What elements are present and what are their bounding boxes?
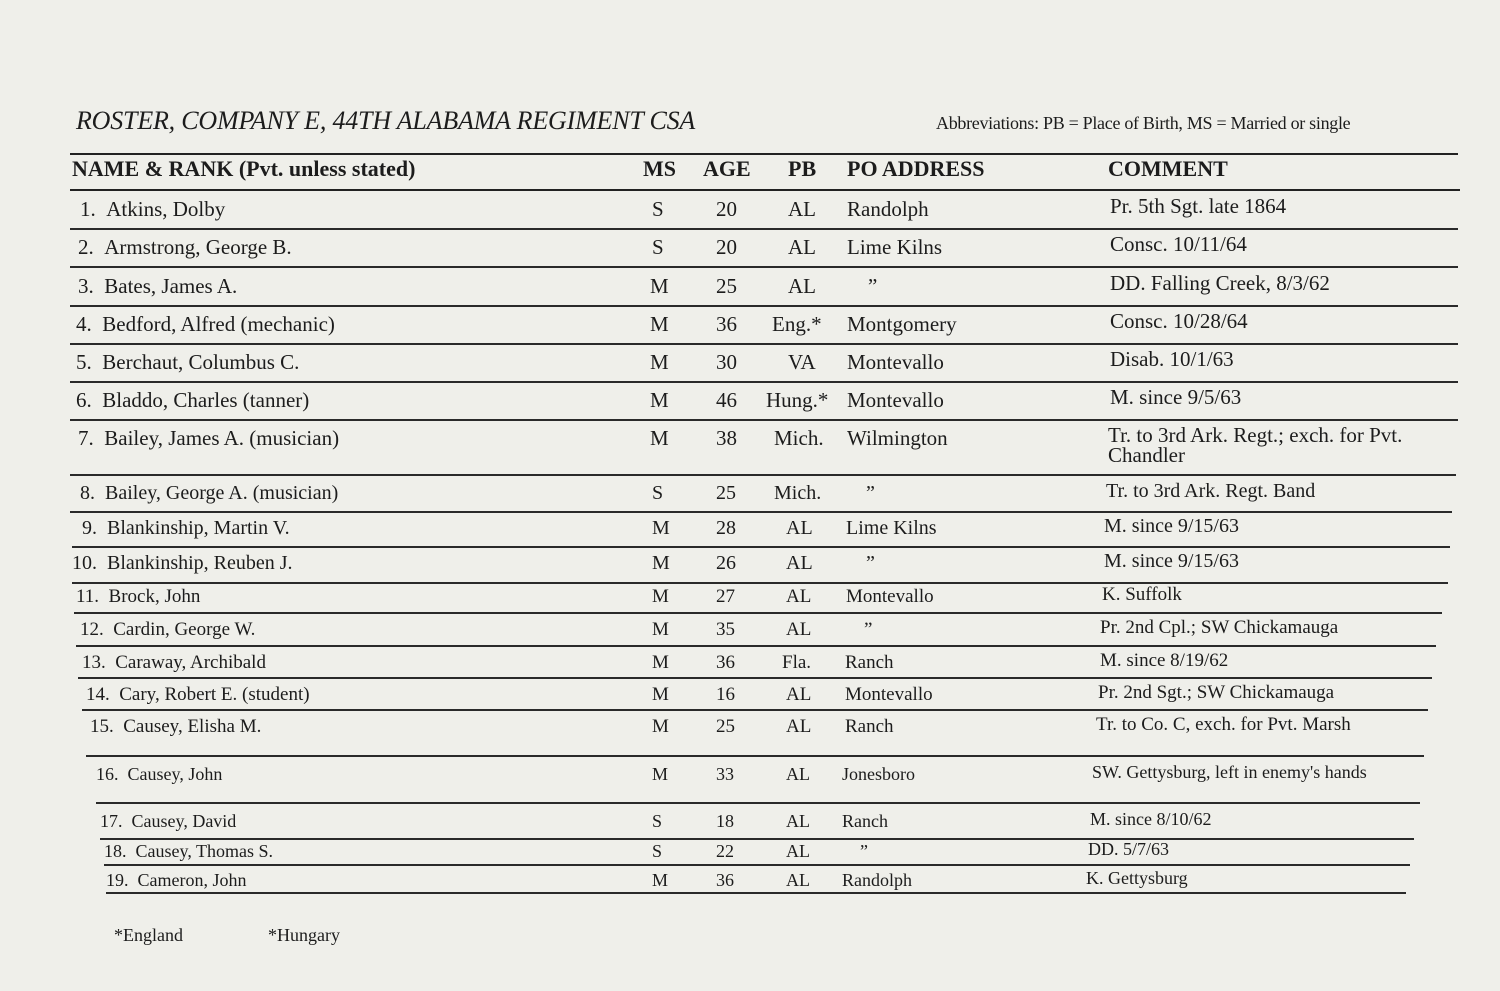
- row-rule: [70, 419, 1458, 421]
- cell-pb: AL: [786, 811, 810, 831]
- row-rule: [100, 838, 1414, 840]
- cell-comment: M. since 9/15/63: [1104, 515, 1239, 537]
- cell-ms: M: [652, 586, 669, 607]
- cell-ms: M: [652, 716, 669, 737]
- cell-pb: Hung.*: [766, 388, 829, 412]
- cell-age: 28: [716, 517, 736, 539]
- cell-po-address: Lime Kilns: [846, 517, 937, 539]
- cell-po-address: Jonesboro: [842, 764, 915, 784]
- abbreviations-note: Abbreviations: PB = Place of Birth, MS = Married or single: [936, 113, 1351, 133]
- cell-age: 36: [716, 312, 737, 336]
- row-rule: [70, 343, 1458, 345]
- row-rule: [70, 266, 1458, 268]
- cell-age: 25: [716, 274, 737, 298]
- cell-comment: Consc. 10/28/64: [1110, 309, 1248, 333]
- row-rule: [106, 892, 1406, 894]
- cell-ms: S: [652, 235, 664, 259]
- cell-name: 4. Bedford, Alfred (mechanic): [76, 312, 335, 336]
- cell-age: 35: [716, 619, 735, 640]
- cell-comment: Disab. 10/1/63: [1110, 347, 1234, 371]
- row-rule: [70, 381, 1458, 383]
- cell-po-address: Montevallo: [847, 350, 944, 374]
- cell-ms: S: [652, 841, 663, 861]
- cell-po-address: ”: [866, 482, 875, 504]
- cell-age: 33: [716, 764, 734, 784]
- row-rule: [74, 612, 1442, 614]
- cell-pb: AL: [786, 619, 812, 640]
- row-rule: [86, 755, 1424, 757]
- cell-ms: M: [652, 870, 669, 890]
- row-rule: [76, 645, 1436, 647]
- cell-age: 22: [716, 841, 734, 861]
- footnote-hungary: *Hungary: [268, 925, 340, 945]
- cell-name: 13. Caraway, Archibald: [82, 652, 266, 673]
- cell-age: 46: [716, 388, 737, 412]
- cell-ms: M: [650, 426, 669, 450]
- cell-comment: M. since 9/15/63: [1104, 550, 1239, 572]
- cell-ms: M: [652, 552, 670, 574]
- cell-ms: S: [652, 482, 664, 504]
- cell-pb: AL: [788, 197, 816, 221]
- row-rule: [72, 582, 1448, 584]
- cell-comment: M. since 8/19/62: [1100, 650, 1229, 671]
- cell-name: 6. Bladdo, Charles (tanner): [76, 388, 310, 412]
- cell-age: 30: [716, 350, 737, 374]
- cell-ms: M: [652, 652, 669, 673]
- cell-po-address: ”: [866, 552, 875, 574]
- cell-name: 17. Causey, David: [100, 811, 237, 831]
- cell-comment: M. since 9/5/63: [1110, 385, 1242, 409]
- row-rule: [70, 228, 1458, 230]
- cell-age: 26: [716, 552, 736, 574]
- cell-po-address: Montevallo: [845, 684, 933, 705]
- cell-age: 20: [716, 197, 737, 221]
- cell-pb: AL: [786, 552, 813, 574]
- row-rule: [72, 546, 1450, 548]
- cell-comment: Tr. to 3rd Ark. Regt.; exch. for Pvt. Chandler: [1108, 423, 1403, 467]
- row-rule: [70, 511, 1452, 513]
- cell-name: 1. Atkins, Dolby: [80, 197, 226, 221]
- cell-name: 12. Cardin, George W.: [80, 619, 256, 640]
- cell-po-address: Montevallo: [846, 586, 934, 607]
- cell-comment: Pr. 5th Sgt. late 1864: [1110, 194, 1287, 218]
- cell-pb: AL: [786, 870, 810, 890]
- row-rule: [70, 305, 1458, 307]
- cell-ms: M: [650, 350, 669, 374]
- cell-comment: M. since 8/10/62: [1090, 809, 1212, 829]
- cell-age: 18: [716, 811, 734, 831]
- row-rule: [104, 864, 1410, 866]
- cell-name: 9. Blankinship, Martin V.: [82, 517, 290, 539]
- cell-age: 16: [716, 684, 735, 705]
- cell-name: 15. Causey, Elisha M.: [90, 716, 262, 737]
- cell-comment: Pr. 2nd Sgt.; SW Chickamauga: [1098, 682, 1335, 703]
- cell-po-address: Randolph: [847, 197, 929, 221]
- row-rule: [82, 709, 1428, 711]
- cell-name: 5. Berchaut, Columbus C.: [76, 350, 300, 374]
- header-comment: COMMENT: [1108, 156, 1228, 181]
- cell-age: 36: [716, 870, 734, 890]
- footnote-england: *England: [114, 925, 183, 945]
- cell-pb: AL: [786, 586, 812, 607]
- cell-po-address: ”: [864, 619, 873, 640]
- cell-comment: Pr. 2nd Cpl.; SW Chickamauga: [1100, 617, 1339, 638]
- cell-ms: M: [650, 312, 669, 336]
- cell-age: 38: [716, 426, 737, 450]
- cell-po-address: Lime Kilns: [847, 235, 943, 259]
- cell-name: 8. Bailey, George A. (musician): [80, 482, 339, 504]
- cell-comment: Tr. to 3rd Ark. Regt. Band: [1106, 480, 1316, 502]
- cell-pb: AL: [786, 716, 812, 737]
- cell-age: 36: [716, 652, 735, 673]
- cell-ms: M: [652, 517, 670, 539]
- cell-comment: SW. Gettysburg, left in enemy's hands: [1092, 762, 1367, 782]
- header-rule: [70, 189, 1460, 191]
- cell-pb: AL: [788, 274, 816, 298]
- cell-comment: Consc. 10/11/64: [1110, 232, 1247, 256]
- cell-name: 3. Bates, James A.: [78, 274, 238, 298]
- cell-ms: M: [652, 684, 669, 705]
- cell-ms: S: [652, 197, 664, 221]
- header-age: AGE: [703, 156, 751, 181]
- cell-age: 27: [716, 586, 735, 607]
- cell-comment: DD. Falling Creek, 8/3/62: [1110, 271, 1330, 295]
- cell-po-address: Ranch: [842, 811, 888, 831]
- cell-po-address: Randolph: [842, 870, 912, 890]
- cell-po-address: ”: [868, 274, 878, 298]
- cell-po-address: Montevallo: [847, 388, 944, 412]
- cell-comment: K. Gettysburg: [1086, 868, 1188, 888]
- cell-comment: Tr. to Co. C, exch. for Pvt. Marsh: [1096, 714, 1351, 735]
- header-ms: MS: [643, 156, 676, 181]
- cell-ms: M: [652, 619, 669, 640]
- cell-age: 20: [716, 235, 737, 259]
- cell-po-address: Wilmington: [847, 426, 948, 450]
- cell-ms: M: [650, 274, 669, 298]
- row-rule: [70, 474, 1456, 476]
- cell-po-address: Ranch: [845, 716, 894, 737]
- cell-pb: Fla.: [782, 652, 812, 673]
- cell-po-address: Ranch: [845, 652, 894, 673]
- cell-pb: Mich.: [774, 426, 824, 450]
- cell-pb: Mich.: [774, 482, 822, 504]
- cell-pb: AL: [786, 764, 810, 784]
- cell-name: 2. Armstrong, George B.: [78, 235, 292, 259]
- cell-age: 25: [716, 482, 736, 504]
- cell-name: 16. Causey, John: [96, 764, 223, 784]
- row-rule: [78, 677, 1432, 679]
- cell-name: 14. Cary, Robert E. (student): [86, 684, 310, 705]
- cell-name: 19. Cameron, John: [106, 870, 247, 890]
- cell-pb: AL: [788, 235, 816, 259]
- cell-pb: Eng.*: [772, 312, 822, 336]
- cell-pb: AL: [786, 684, 812, 705]
- cell-comment: DD. 5/7/63: [1088, 839, 1169, 859]
- cell-po-address: Montgomery: [847, 312, 957, 336]
- cell-name: 11. Brock, John: [76, 586, 201, 607]
- header-name: NAME & RANK (Pvt. unless stated): [72, 156, 416, 181]
- cell-comment: K. Suffolk: [1102, 584, 1182, 605]
- table-header: [70, 153, 1460, 191]
- cell-age: 25: [716, 716, 735, 737]
- header-po-address: PO ADDRESS: [847, 156, 985, 181]
- cell-name: 7. Bailey, James A. (musician): [78, 426, 340, 450]
- cell-name: 10. Blankinship, Reuben J.: [72, 552, 293, 574]
- cell-pb: AL: [786, 517, 813, 539]
- cell-name: 18. Causey, Thomas S.: [104, 841, 273, 861]
- header-pb: PB: [788, 156, 817, 181]
- cell-pb: AL: [786, 841, 810, 861]
- cell-ms: M: [652, 764, 669, 784]
- cell-ms: S: [652, 811, 663, 831]
- cell-ms: M: [650, 388, 669, 412]
- cell-pb: VA: [788, 350, 816, 374]
- cell-po-address: ”: [860, 841, 868, 861]
- row-rule: [96, 802, 1420, 804]
- page-title: ROSTER, COMPANY E, 44TH ALABAMA REGIMENT CSA: [76, 106, 696, 135]
